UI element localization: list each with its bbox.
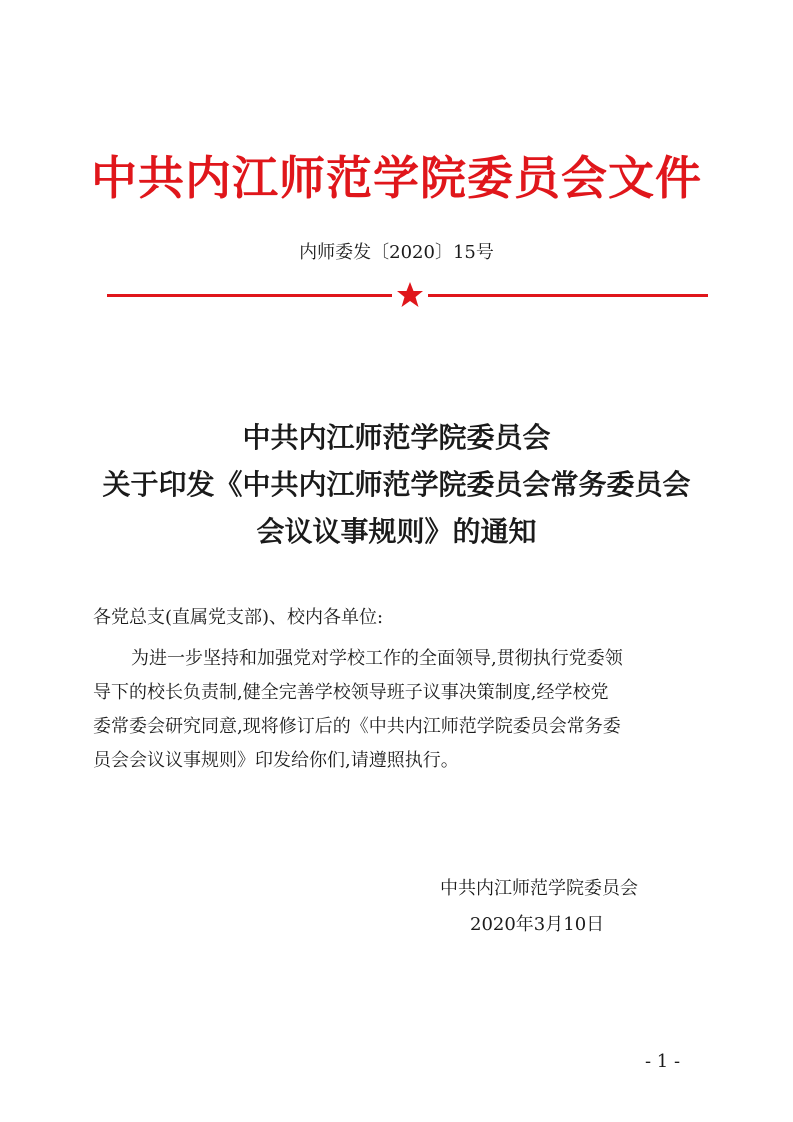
salutation: 各党总支(直属党支部)、校内各单位: [93,607,384,628]
body-line: 委常委会研究同意,现将修订后的《中共内江师范学院委员会常务委 [93,716,621,737]
star-icon [395,280,425,310]
signature-date: 2020年3月10日 [470,914,605,935]
red-divider-right [428,294,708,297]
title-line: 关于印发《中共内江师范学院委员会常务委员会 [102,468,691,501]
body-paragraph [93,642,709,778]
title-line: 会议议事规则》的通知 [256,515,537,548]
body-line: 员会会议议事规则》印发给你们,请遵照执行。 [93,750,459,771]
masthead-title: 中共内江师范学院委员会文件 [91,151,702,205]
document-title [0,414,793,555]
document-number: 内师委发〔2020〕15号 [299,242,494,263]
title-line: 中共内江师范学院委员会 [242,421,551,454]
signature-organization: 中共内江师范学院委员会 [440,878,638,899]
page-number: - 1 - [645,1051,681,1072]
body-line: 导下的校长负责制,健全完善学校领导班子议事决策制度,经学校党 [93,682,609,703]
red-divider-left [107,294,392,297]
body-line: 为进一步坚持和加强党对学校工作的全面领导,贯彻执行党委领 [131,648,623,669]
